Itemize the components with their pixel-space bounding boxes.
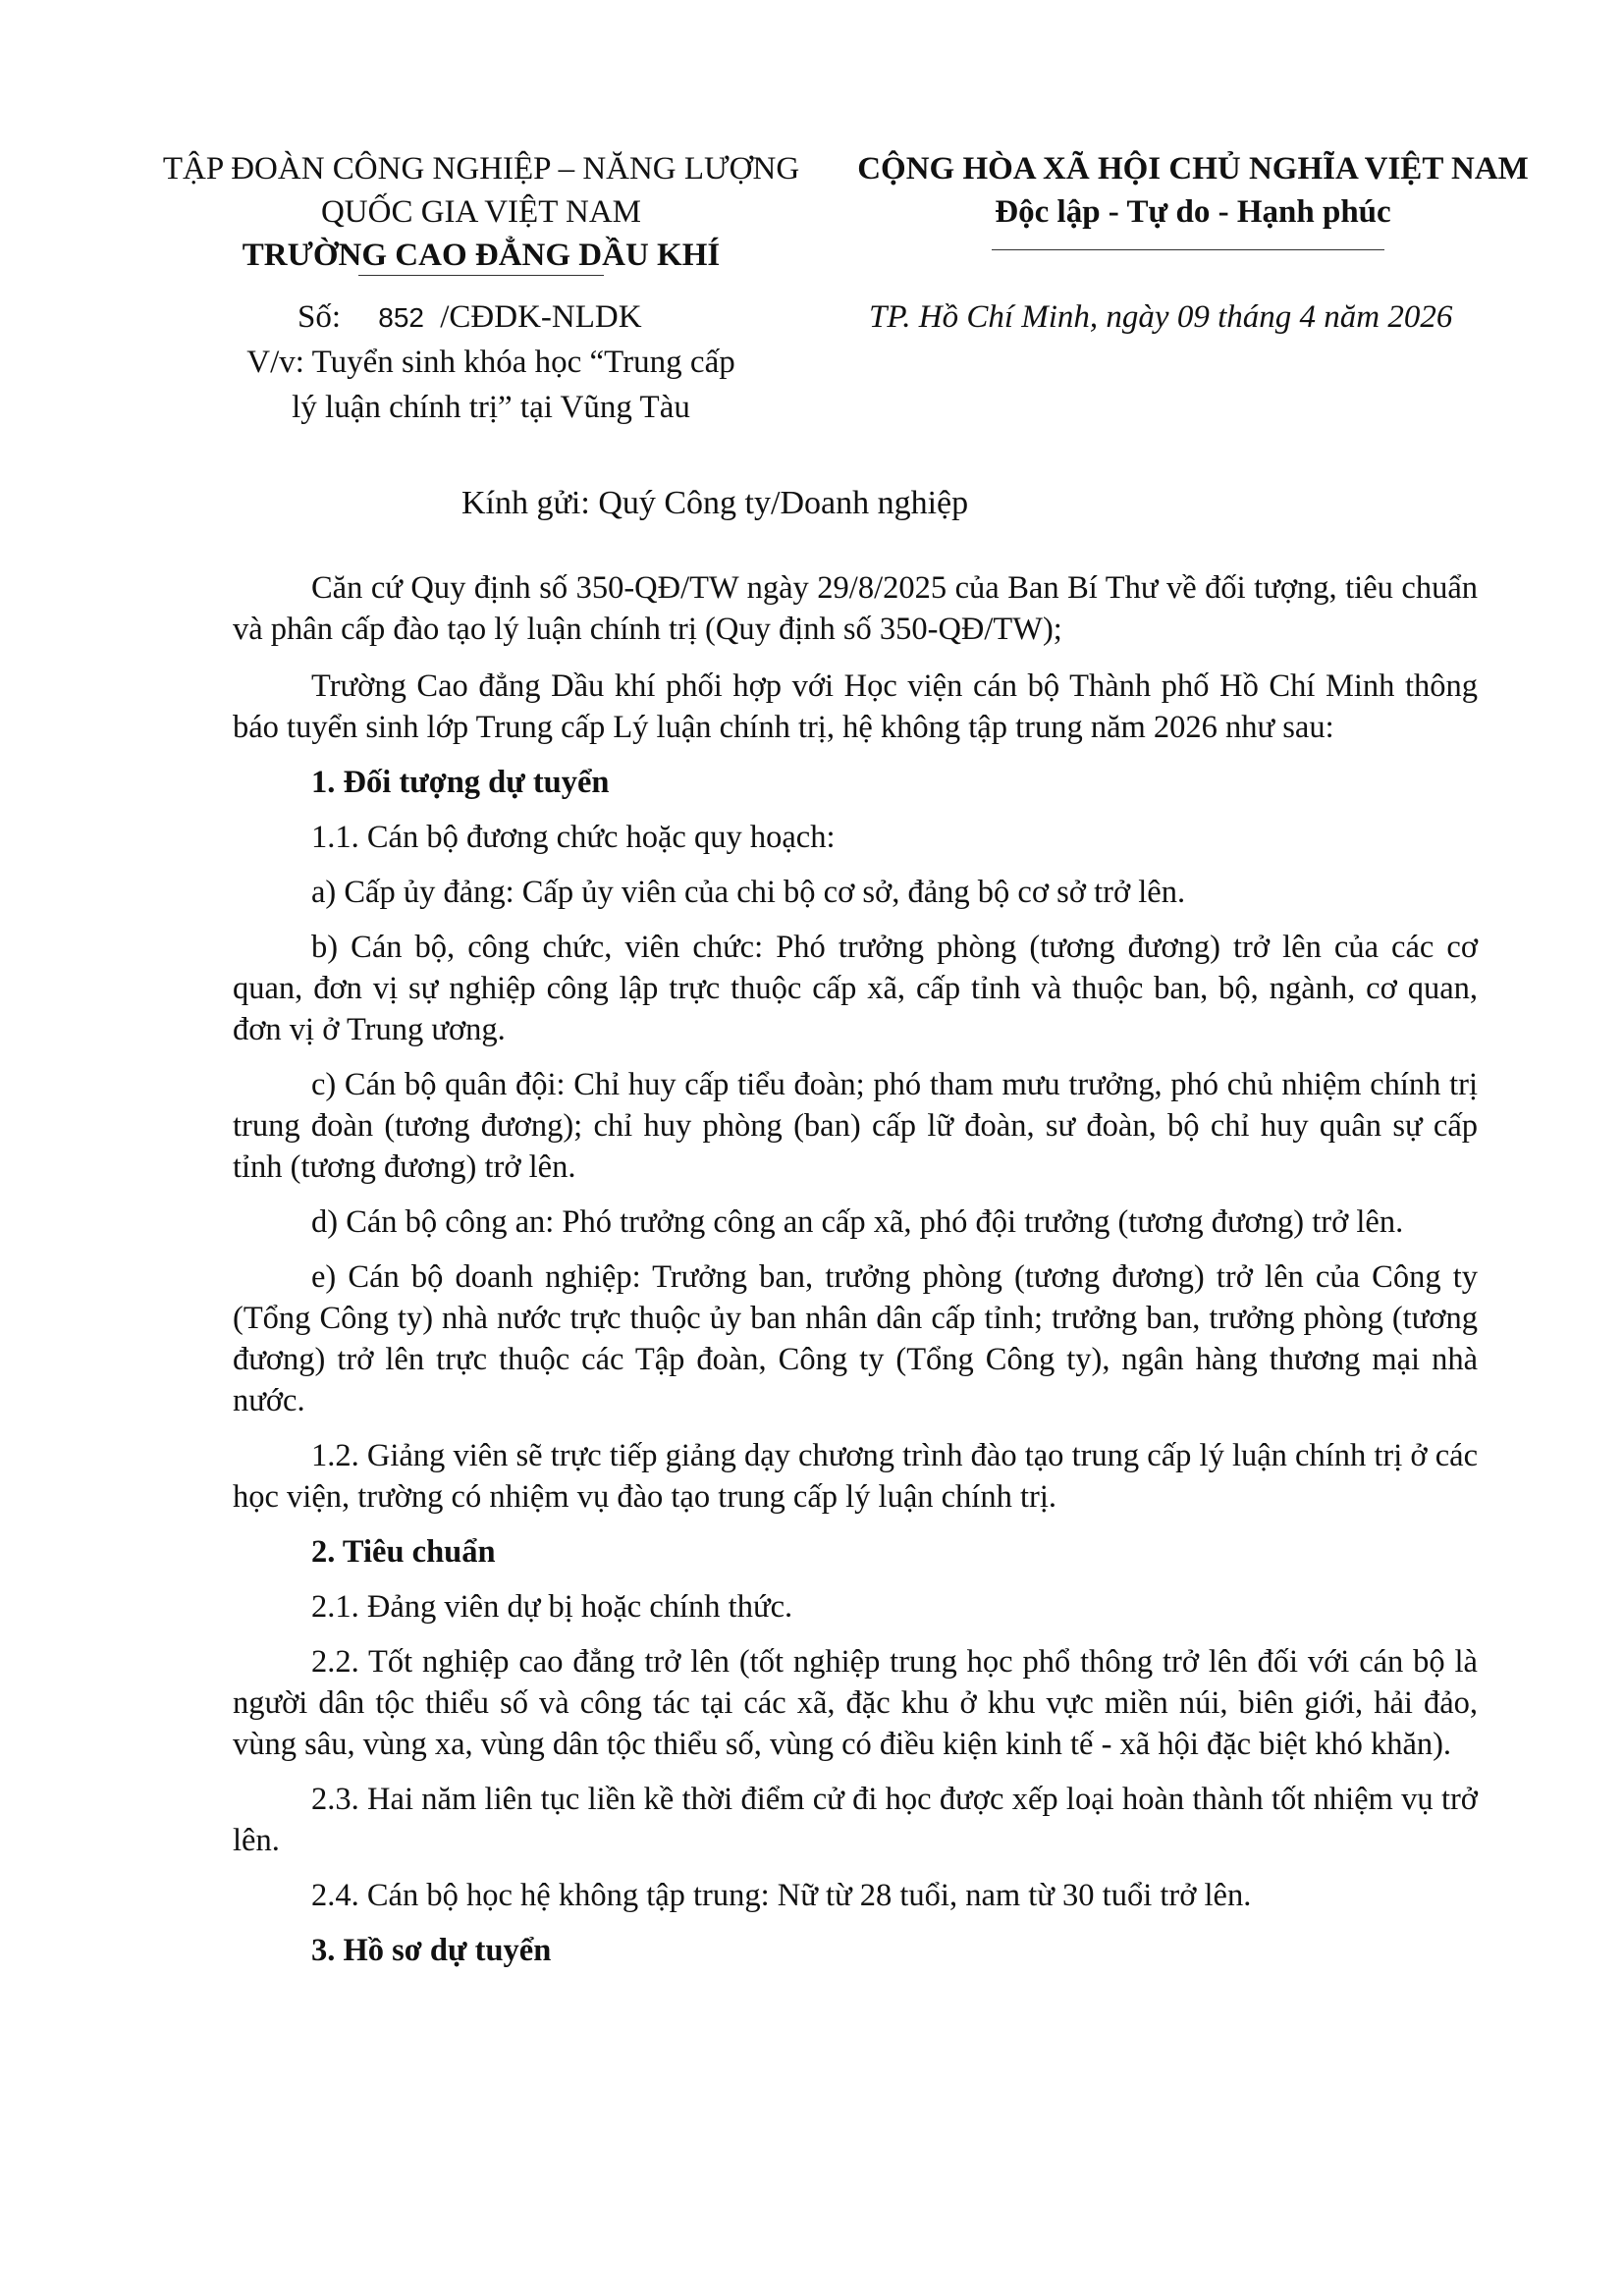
item-2-2: 2.2. Tốt nghiệp cao đẳng trở lên (tốt nghiệp trung học phổ thông trở lên đối với cán bộ là người dân tộc thiểu số và công tác tại các xã, đặc khu ở khu vực miền núi, biên giới, hải đảo, vùng sâu, vùng xa, vùng dân tộc thiểu số, vùng có điều kiện kinh tế - xã hội đặc biệt khó khăn). bbox=[233, 1644, 1478, 1762]
national-motto: Độc lập - Tự do - Hạnh phúc bbox=[995, 194, 1391, 230]
subject-block bbox=[216, 340, 766, 430]
number-label: Số: bbox=[298, 299, 342, 335]
organization-header bbox=[147, 147, 815, 277]
item-1-1: 1.1. Cán bộ đương chức hoặc quy hoạch: bbox=[311, 820, 836, 855]
item-1-b: b) Cán bộ, công chức, viên chức: Phó trưởng phòng (tương đương) trở lên của các cơ quan, đơn vị sự nghiệp công lập trực thuộc cấp xã, cấp tỉnh và thuộc ban, bộ, ngành, cơ quan, đơn vị ở Trung ương. bbox=[233, 930, 1478, 1047]
recipient: Kính gửi: Quý Công ty/Doanh nghiệp bbox=[461, 485, 969, 521]
item-1-2: 1.2. Giảng viên sẽ trực tiếp giảng dạy chương trình đào tạo trung cấp lý luận chính trị ở các học viện, trường có nhiệm vụ đào tạo trung cấp lý luận chính trị. bbox=[233, 1438, 1478, 1515]
number-value: 852 bbox=[378, 302, 424, 333]
subject-line2: lý luận chính trị” tại Vũng Tàu bbox=[292, 390, 690, 425]
item-1-d: d) Cán bộ công an: Phó trưởng công an cấp xã, phó đội trưởng (tương đương) trở lên. bbox=[311, 1204, 1404, 1240]
org-name-line2: QUỐC GIA VIỆT NAM bbox=[320, 194, 642, 230]
document-number bbox=[298, 294, 642, 341]
number-suffix: /CĐDK-NLDK bbox=[440, 299, 642, 335]
national-header bbox=[835, 147, 1551, 234]
motto-underline bbox=[992, 249, 1384, 250]
school-underline bbox=[358, 275, 604, 276]
item-1-e: e) Cán bộ doanh nghiệp: Trưởng ban, trưởng phòng (tương đương) trở lên của Công ty (Tổng Công ty) nhà nước trực thuộc ủy ban nhân dân cấp tỉnh; trưởng ban, trưởng phòng (tương đương) trở lên trực thuộc các Tập đoàn, Công ty (Tổng Công ty), ngân hàng thương mại nhà nước. bbox=[233, 1259, 1478, 1418]
item-2-3: 2.3. Hai năm liên tục liền kề thời điểm cử đi học được xếp loại hoàn thành tốt nhiệm vụ trở lên. bbox=[233, 1782, 1478, 1858]
item-2-4: 2.4. Cán bộ học hệ không tập trung: Nữ từ 28 tuổi, nam từ 30 tuổi trở lên. bbox=[311, 1878, 1252, 1913]
paragraph-announcement: Trường Cao đẳng Dầu khí phối hợp với Học viện cán bộ Thành phố Hồ Chí Minh thông báo tuyển sinh lớp Trung cấp Lý luận chính trị, hệ không tập trung năm 2026 như sau: bbox=[233, 668, 1478, 745]
national-title: CỘNG HÒA XÃ HỘI CHỦ NGHĨA VIỆT NAM bbox=[857, 151, 1529, 187]
item-1-c: c) Cán bộ quân đội: Chỉ huy cấp tiểu đoàn; phó tham mưu trưởng, phó chủ nhiệm chính trị trung đoàn (tương đương); chỉ huy phòng (ban) cấp lữ đoàn, sư đoàn, bộ chỉ huy quân sự cấp tỉnh (tương đương) trở lên. bbox=[233, 1067, 1478, 1185]
place-date: TP. Hồ Chí Minh, ngày 09 tháng 4 năm 2026 bbox=[869, 299, 1453, 335]
subject-line1: V/v: Tuyển sinh khóa học “Trung cấp bbox=[246, 345, 735, 380]
section-heading-3: 3. Hồ sơ dự tuyển bbox=[311, 1933, 552, 1968]
paragraph-legal-basis: Căn cứ Quy định số 350-QĐ/TW ngày 29/8/2025 của Ban Bí Thư về đối tượng, tiêu chuẩn và phân cấp đào tạo lý luận chính trị (Quy định số 350-QĐ/TW); bbox=[233, 570, 1478, 647]
school-name: TRƯỜNG CAO ĐẲNG DẦU KHÍ bbox=[242, 238, 721, 273]
section-heading-1: 1. Đối tượng dự tuyển bbox=[311, 765, 610, 800]
org-name-line1: TẬP ĐOÀN CÔNG NGHIỆP – NĂNG LƯỢNG bbox=[162, 151, 800, 187]
item-1-a: a) Cấp ủy đảng: Cấp ủy viên của chi bộ cơ sở, đảng bộ cơ sở trở lên. bbox=[311, 875, 1186, 910]
document-body bbox=[233, 567, 1478, 1971]
section-heading-2: 2. Tiêu chuẩn bbox=[311, 1534, 496, 1570]
item-2-1: 2.1. Đảng viên dự bị hoặc chính thức. bbox=[311, 1589, 793, 1625]
